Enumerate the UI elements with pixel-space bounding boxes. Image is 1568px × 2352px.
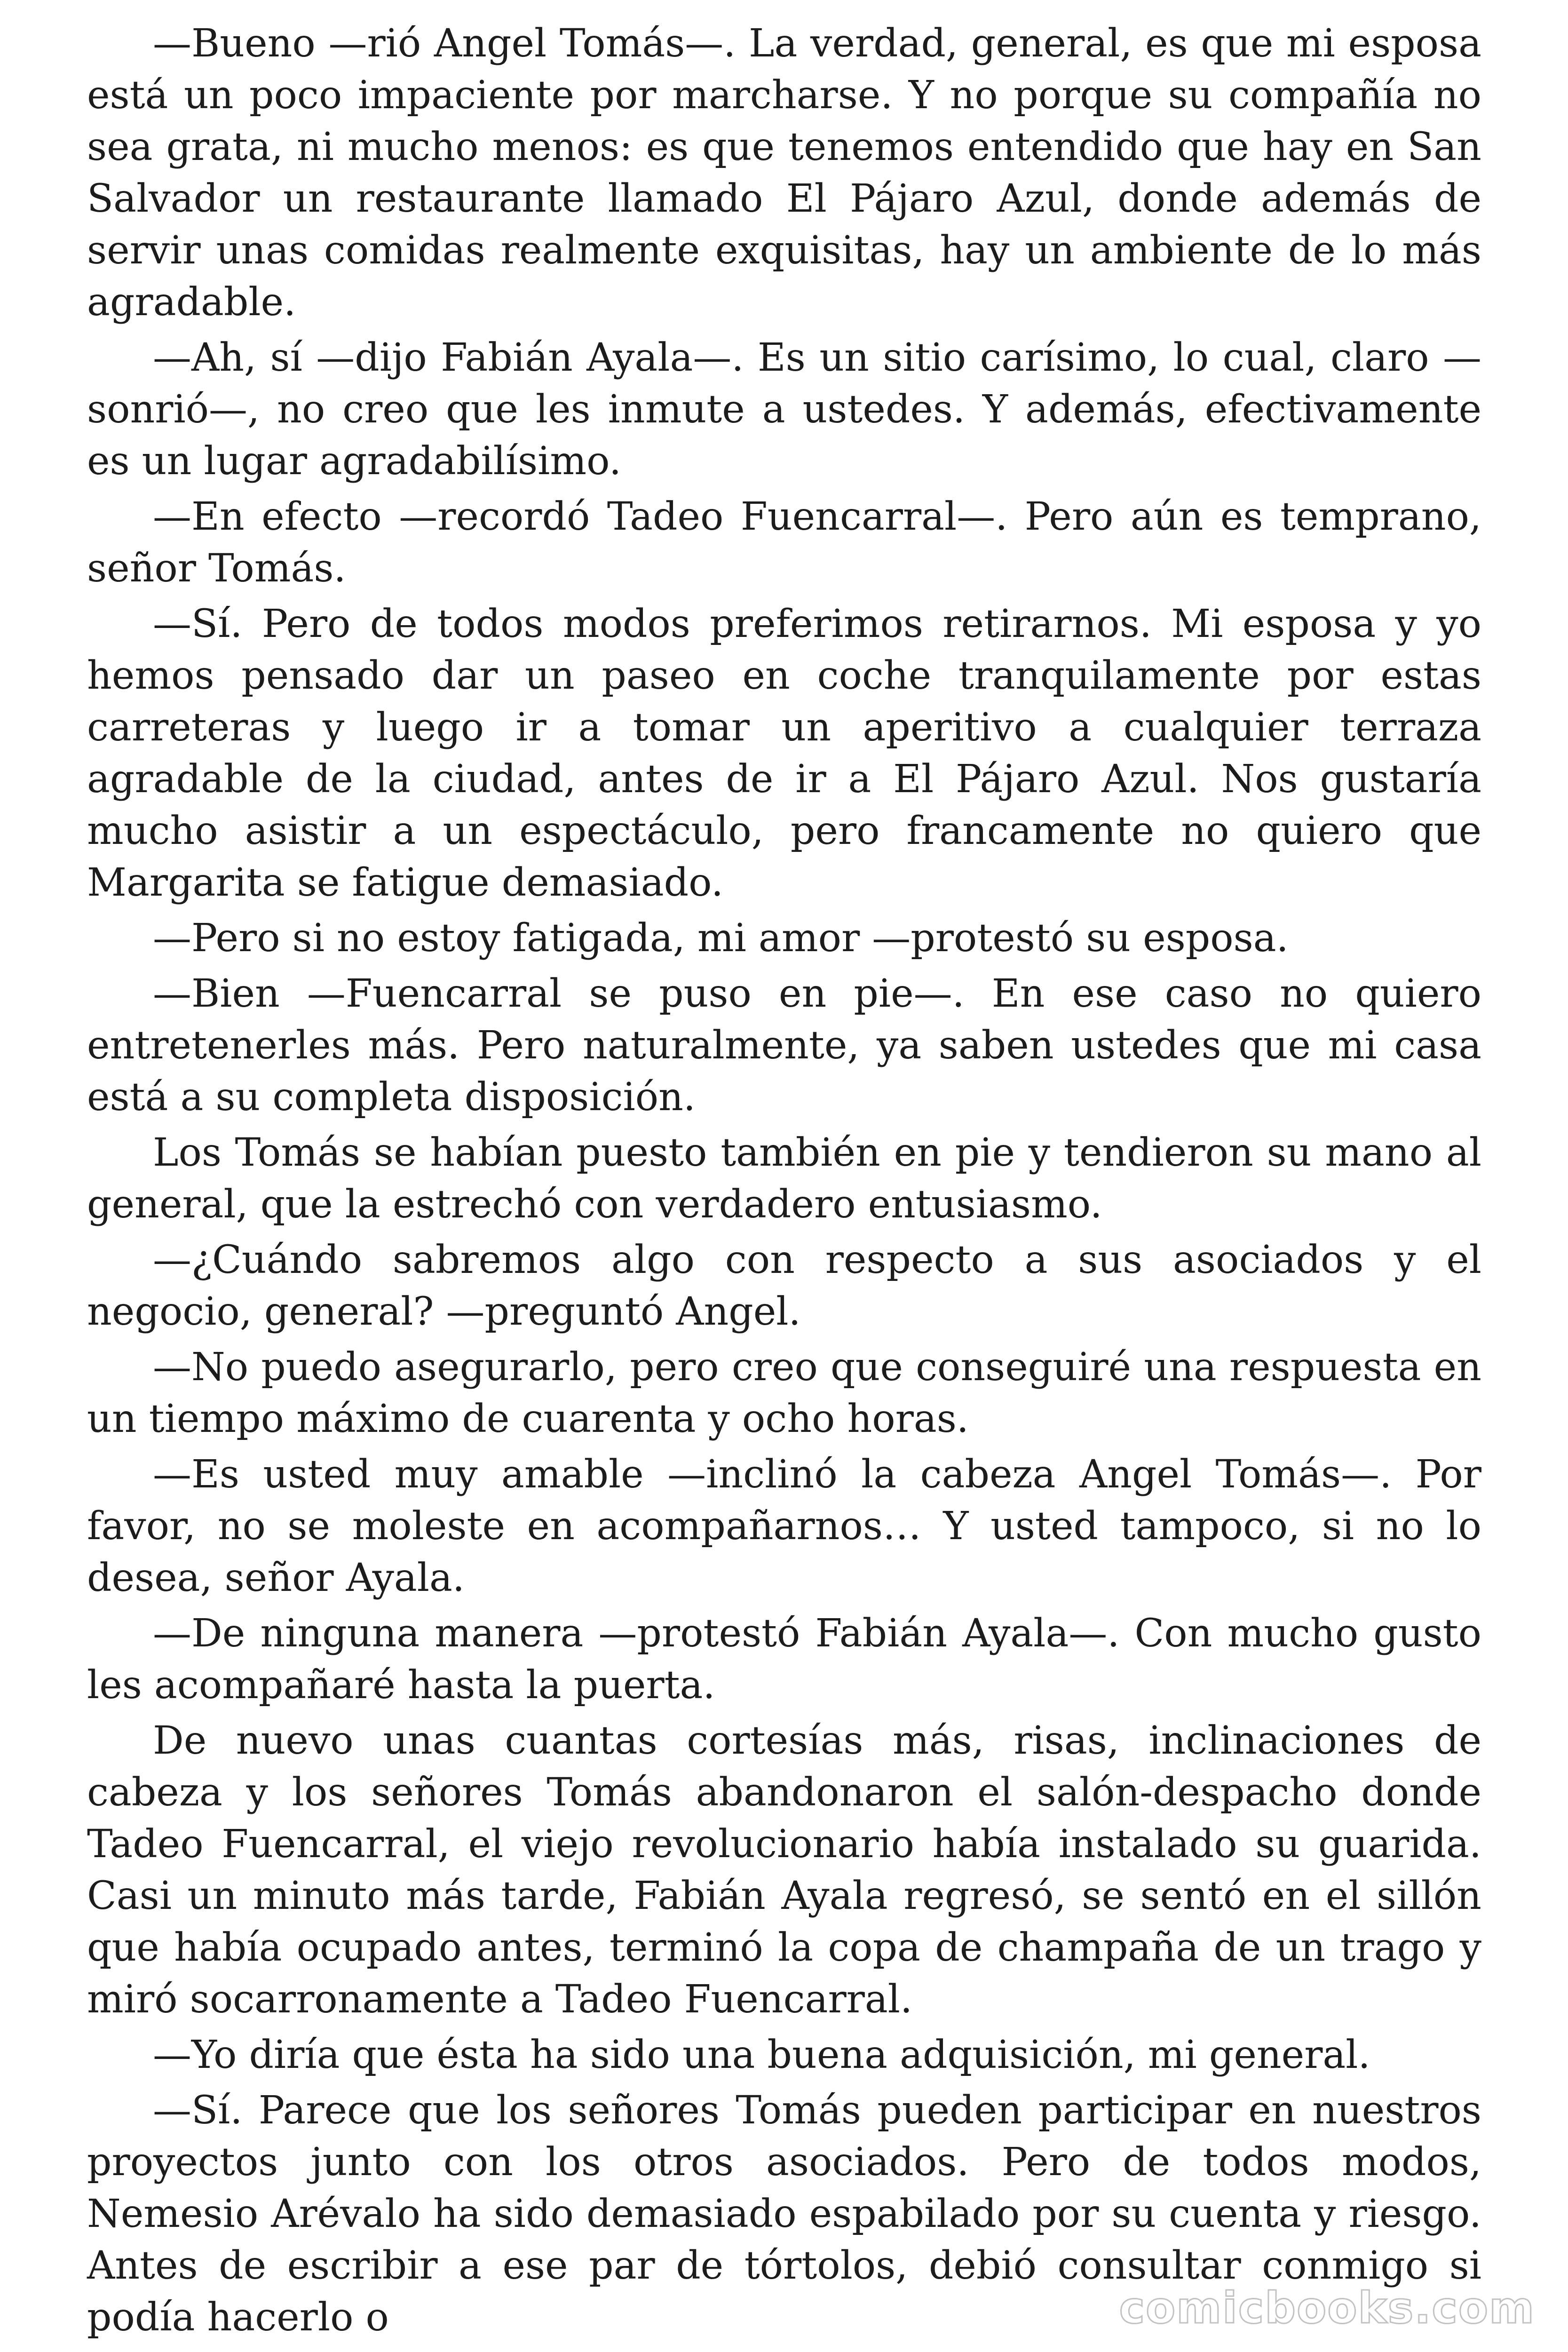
paragraph: —Sí. Parece que los señores Tomás pueden participar en nuestros proyectos junto con los otros asociados. Pero de todos modos, Nemesio Arévalo ha sido demasiado espabilado por su cuenta y riesgo. Antes de escribir a ese par de tórtolos, debió consultar conmigo si podía hacerlo o bbox=[87, 2088, 1481, 2340]
paragraph: —¿Cuándo sabremos algo con respecto a sus asociados y el negocio, general? —preguntó Angel. bbox=[87, 1238, 1481, 1334]
watermark: comicbooks.com bbox=[1119, 2283, 1535, 2333]
paragraph: —Sí. Pero de todos modos preferimos retirarnos. Mi esposa y yo hemos pensado dar un paseo en coche tranquilamente por estas carreteras y luego ir a tomar un aperitivo a cualquier terraza agradable de la ciudad, antes de ir a El Pájaro Azul. Nos gustaría mucho asistir a un espectáculo, pero francamente no quiero que Margarita se fatigue demasiado. bbox=[87, 602, 1481, 905]
paragraph: —En efecto —recordó Tadeo Fuencarral—. Pero aún es temprano, señor Tomás. bbox=[87, 494, 1481, 591]
book-page-text bbox=[87, 18, 1481, 2347]
paragraph: —Bien —Fuencarral se puso en pie—. En ese caso no quiero entretenerles más. Pero naturalmente, ya saben ustedes que mi casa está a su completa disposición. bbox=[87, 971, 1481, 1120]
paragraph: —Bueno —rió Angel Tomás—. La verdad, general, es que mi esposa está un poco impaciente por marcharse. Y no porque su compañía no sea grata, ni mucho menos: es que tenemos entendido que hay en San Salvador un restaurante llamado El Pájaro Azul, donde además de servir unas comidas realmente exquisitas, hay un ambiente de lo más agradable. bbox=[87, 21, 1481, 325]
paragraph: —Yo diría que ésta ha sido una buena adquisición, mi general. bbox=[153, 2033, 1370, 2077]
paragraph: Los Tomás se habían puesto también en pie y tendieron su mano al general, que la estrechó con verdadero entusiasmo. bbox=[87, 1130, 1481, 1227]
paragraph: —Ah, sí —dijo Fabián Ayala—. Es un sitio carísimo, lo cual, claro —sonrió—, no creo que les inmute a ustedes. Y además, efectivamente es un lugar agradabilísimo. bbox=[87, 335, 1481, 484]
paragraph: —No puedo asegurarlo, pero creo que conseguiré una respuesta en un tiempo máximo de cuarenta y ocho horas. bbox=[87, 1345, 1481, 1441]
paragraph: —De ninguna manera —protestó Fabián Ayala—. Con mucho gusto les acompañaré hasta la puerta. bbox=[87, 1611, 1481, 1708]
paragraph: De nuevo unas cuantas cortesías más, risas, inclinaciones de cabeza y los señores Tomás abandonaron el salón-despacho donde Tadeo Fuencarral, el viejo revolucionario había instalado su guarida. Casi un minuto más tarde, Fabián Ayala regresó, se sentó en el sillón que había ocupado antes, terminó la copa de champaña de un trago y miró socarronamente a Tadeo Fuencarral. bbox=[87, 1718, 1481, 2022]
paragraph: —Es usted muy amable —inclinó la cabeza Angel Tomás—. Por favor, no se moleste en acompañarnos… Y usted tampoco, si no lo desea, señor Ayala. bbox=[87, 1452, 1481, 1600]
paragraph: —Pero si no estoy fatigada, mi amor —protestó su esposa. bbox=[153, 916, 1289, 961]
